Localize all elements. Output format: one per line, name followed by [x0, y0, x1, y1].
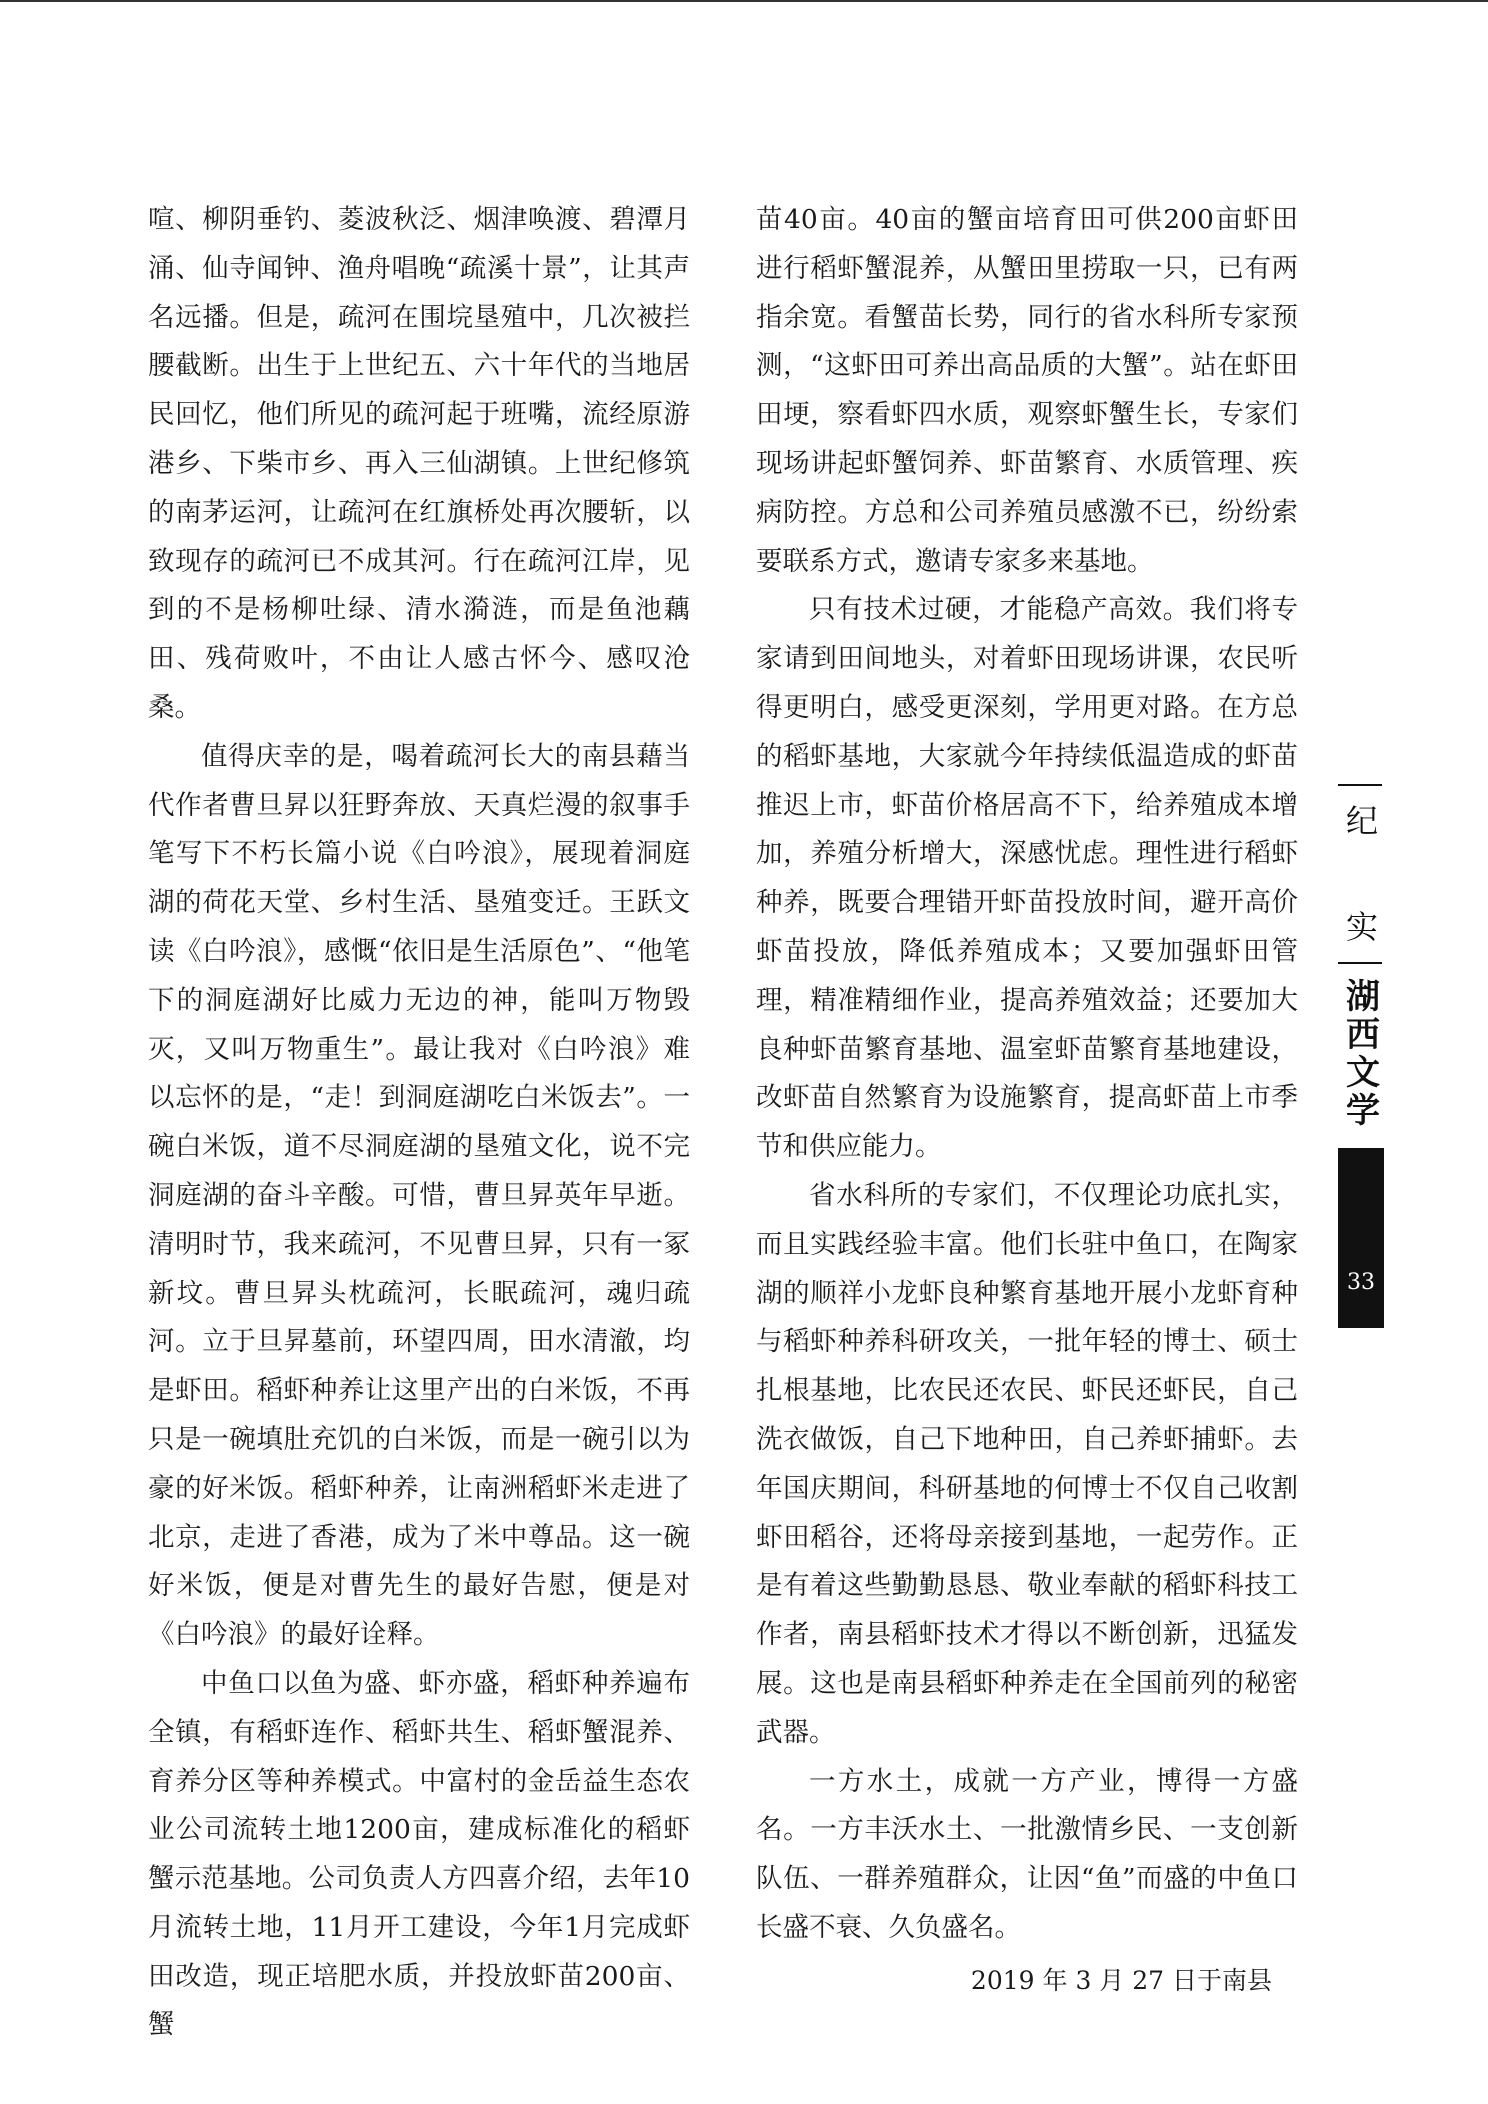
paragraph: 省水科所的专家们，不仅理论功底扎实，而且实践经验丰富。他们长驻中鱼口，在陶家湖的顺祥小龙虾良种繁育基地开展小龙虾育种与稻虾种养科研攻关，一批年轻的博士、硕士扎根基地，比农民还农民、虾民还虾民，自己洗衣做饭，自己下地种田，自己养虾捕虾。去年国庆期间，科研基地的何博士不仅自己收割虾田稻谷，还将母亲接到基地，一起劳作。正是有着这些勤勤恳恳、敬业奉献的稻虾科技工作者，南县稻虾技术才得以不断创新，迅猛发展。这也是南县稻虾种养走在全国前列的秘密武器。 [756, 1179, 1298, 1748]
signature-date: 2019 年 3 月 27 日于南县 [970, 1965, 1272, 1995]
section-rule-top [1338, 784, 1382, 786]
left-text-column [148, 196, 690, 2050]
paragraph: 喧、柳阴垂钓、菱波秋泛、烟津唤渡、碧潭月涌、仙寺闻钟、渔舟唱晚“疏溪十景”，让其声名远播。但是，疏河在围垸垦殖中，几次被拦腰截断。出生于上世纪五、六十年代的当地居民回忆，他们所见的疏河起于班嘴，流经原游港乡、下柴市乡、再入三仙湖镇。上世纪修筑的南茅运河，让疏河在红旗桥处再次腰斩，以致现存的疏河已不成其河。行在疏河江岸，见到的不是杨柳吐绿、清水漪涟，而是鱼池藕田、残荷败叶，不由让人感古怀今、感叹沧桑。 [148, 204, 690, 723]
right-text-column [756, 196, 1298, 2005]
page-number-tab [1338, 1148, 1384, 1328]
top-border [0, 0, 1488, 2]
magazine-brand [1342, 978, 1384, 1130]
page-number: 33 [1347, 1270, 1375, 1295]
section-label-shi: 实 [1345, 908, 1378, 946]
paragraph: 中鱼口以鱼为盛、虾亦盛，稻虾种养遍布全镇，有稻虾连作、稻虾共生、稻虾蟹混养、育养分区等种养模式。中富村的金岳益生态农业公司流转土地1200亩，建成标准化的稻虾蟹示范基地。公司负责人方四喜介绍，去年10月流转土地，11月开工建设，今年1月完成虾田改造，现正培肥水质，并投放虾苗200亩、蟹 [148, 1667, 690, 2041]
paragraph: 一方水土，成就一方产业，博得一方盛名。一方丰沃水土、一批激情乡民、一支创新队伍、一群养殖群众，让因“鱼”而盛的中鱼口长盛不衰、久负盛名。 [756, 1765, 1298, 1943]
section-rule-bottom [1338, 962, 1382, 964]
paragraph: 值得庆幸的是，喝着疏河长大的南县藉当代作者曹旦昇以狂野奔放、天真烂漫的叙事手笔写下不朽长篇小说《白吟浪》，展现着洞庭湖的荷花天堂、乡村生活、垦殖变迁。王跃文读《白吟浪》，感慨“依旧是生活原色”、“他笔下的洞庭湖好比威力无边的神，能叫万物毁灭，又叫万物重生”。最让我对《白吟浪》难以忘怀的是，“走！到洞庭湖吃白米饭去”。一碗白米饭，道不尽洞庭湖的垦殖文化，说不完洞庭湖的奋斗辛酸。可惜，曹旦昇英年早逝。清明时节，我来疏河，不见曹旦昇，只有一冢新坟。曹旦昇头枕疏河，长眠疏河，魂归疏河。立于旦昇墓前，环望四周，田水清澈，均是虾田。稻虾种养让这里产出的白米饭，不再只是一碗填肚充饥的白米饭，而是一碗引以为豪的好米饭。稻虾种养，让南洲稻虾米走进了北京，走进了香港，成为了米中尊品。这一碗好米饭，便是对曹先生的最好告慰，便是对《白吟浪》的最好诠释。 [148, 740, 690, 1651]
brand-char: 学 [1346, 1091, 1380, 1131]
paragraph: 只有技术过硬，才能稳产高效。我们将专家请到田间地头，对着虾田现场讲课，农民听得更明白，感受更深刻，学用更对路。在方总的稻虾基地，大家就今年持续低温造成的虾苗推迟上市，虾苗价格居高不下，给养殖成本增加，养殖分析增大，深感忧虑。理性进行稻虾种养，既要合理错开虾苗投放时间，避开高价虾苗投放，降低养殖成本；又要加强虾田管理，精准精细作业，提高养殖效益；还要加大良种虾苗繁育基地、温室虾苗繁育基地建设，改虾苗自然繁育为设施繁育，提高虾苗上市季节和供应能力。 [756, 594, 1298, 1163]
brand-char: 湖 [1346, 977, 1380, 1017]
section-label-ji: 纪 [1345, 802, 1378, 840]
paragraph: 苗40亩。40亩的蟹亩培育田可供200亩虾田进行稻虾蟹混养，从蟹田里捞取一只，已有两指余宽。看蟹苗长势，同行的省水科所专家预测，“这虾田可养出高品质的大蟹”。站在虾田田埂，察看虾四水质，观察虾蟹生长，专家们现场讲起虾蟹饲养、虾苗繁育、水质管理、疾病防控。方总和公司养殖员感激不已，纷纷索要联系方式，邀请专家多来基地。 [756, 204, 1298, 577]
brand-char: 文 [1346, 1053, 1380, 1093]
brand-char: 西 [1346, 1015, 1380, 1055]
